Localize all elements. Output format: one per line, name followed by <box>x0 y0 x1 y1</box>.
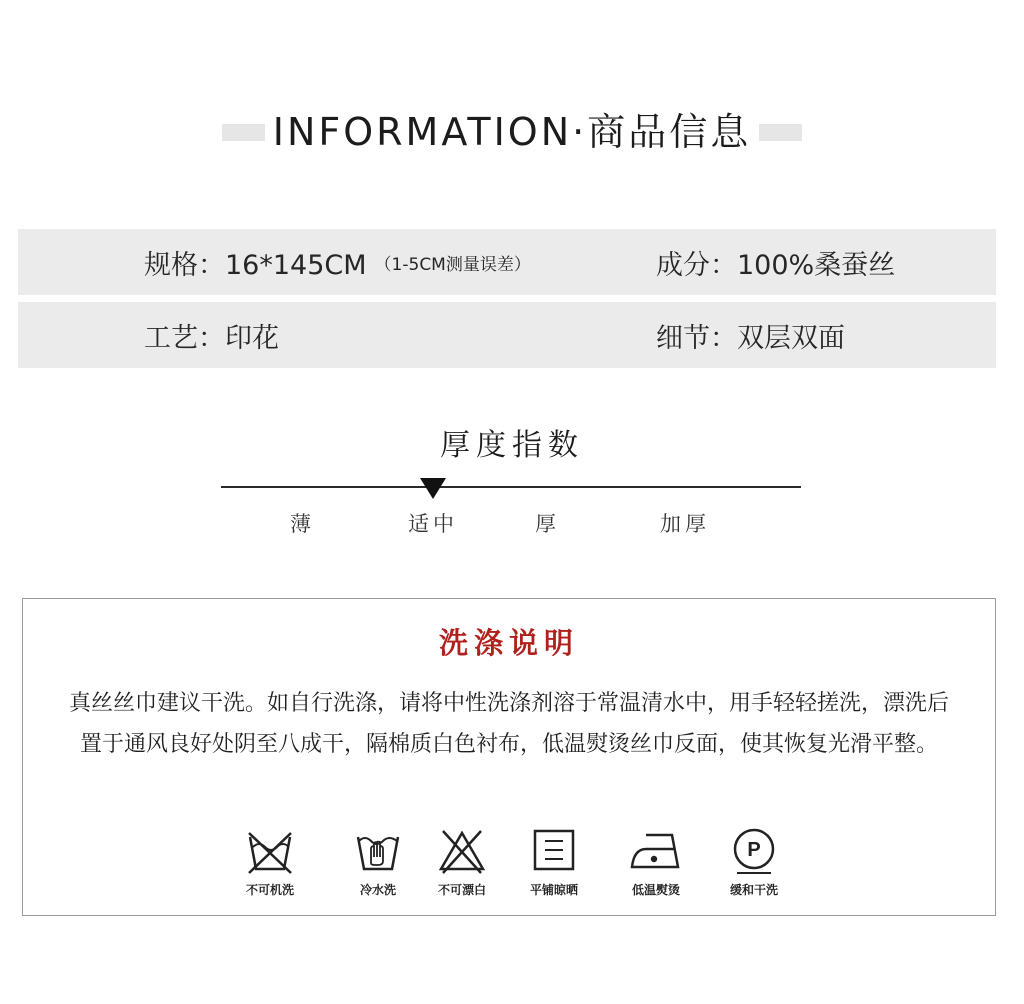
no-bleach-icon <box>437 827 487 875</box>
spec-size-label: 规格：16*145CM <box>144 249 367 281</box>
dry-flat-icon <box>529 827 579 875</box>
spec-material: 成分：100%桑蚕丝 <box>656 249 896 281</box>
page-title: INFORMATION·商品信息 <box>265 106 759 158</box>
dry-clean-p-icon <box>729 827 779 875</box>
spec-row-2 <box>18 302 996 368</box>
care-text: 真丝丝巾建议干洗。如自行洗涤，请将中性洗涤剂溶于常温清水中，用手轻轻搓洗，漂洗后置于通风良好处阴至八成干，隔棉质白色衬布，低温熨烫丝巾反面，使其恢复光滑平整。 <box>68 691 949 757</box>
care-item-dry-clean <box>709 827 799 898</box>
care-icons <box>23 827 995 907</box>
thickness-level-thin: 薄 <box>290 512 315 536</box>
care-item-no-bleach <box>417 827 507 898</box>
icon-label: 不可机洗 <box>245 883 294 897</box>
thickness-level-thick: 厚 <box>535 512 560 536</box>
spec-craft: 工艺：印花 <box>144 322 279 354</box>
icon-label: 低温熨烫 <box>631 883 680 897</box>
thickness-scale-line <box>221 486 801 488</box>
no-machine-wash-icon <box>245 827 295 875</box>
care-item-dry-flat <box>509 827 599 898</box>
low-iron-icon <box>628 827 684 875</box>
care-item-no-machine-wash <box>225 827 315 898</box>
svg-text:P: P <box>747 839 761 861</box>
spec-row-1 <box>18 229 996 295</box>
care-item-low-iron <box>611 827 701 898</box>
thickness-title: 厚度指数 <box>440 428 584 463</box>
thickness-level-medium: 适中 <box>408 512 458 536</box>
spec-size <box>144 229 531 295</box>
spec-size-note: （1-5CM测量误差） <box>374 254 531 275</box>
spec-detail: 细节：双层双面 <box>656 322 845 354</box>
icon-label: 不可漂白 <box>437 883 486 897</box>
icon-label: 平铺晾晒 <box>529 883 578 897</box>
icon-label: 缓和干洗 <box>729 883 778 897</box>
icon-label: 冷水洗 <box>359 883 396 897</box>
thickness-level-extra-thick: 加厚 <box>660 512 710 536</box>
care-title: 洗涤说明 <box>438 626 579 660</box>
care-instructions-box <box>22 598 996 916</box>
page-title-wrap <box>222 106 802 158</box>
cold-hand-wash-icon <box>353 827 403 875</box>
care-item-cold-wash <box>333 827 423 898</box>
thickness-pointer-icon <box>420 478 446 499</box>
